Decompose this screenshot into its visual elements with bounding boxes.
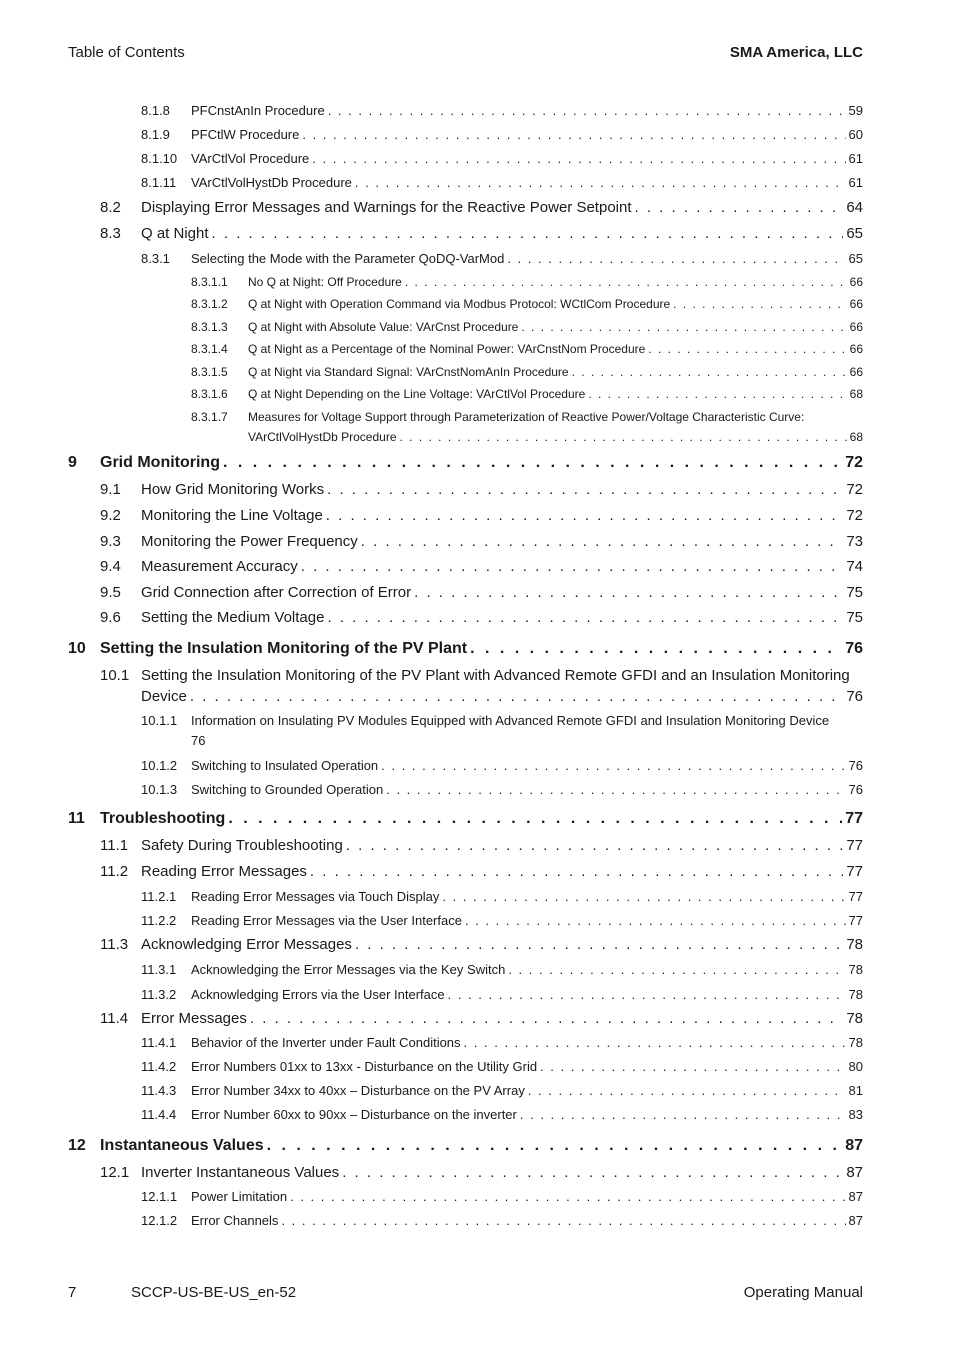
toc-entry-page: 76 <box>848 782 863 797</box>
toc-entry-number: 11.4.3 <box>141 1083 177 1098</box>
toc-entry-title: Monitoring the Power Frequency <box>141 533 358 550</box>
toc-entry-title: Safety During Troubleshooting <box>141 837 343 854</box>
toc-leader-dots <box>310 863 843 880</box>
toc-leader-dots <box>381 758 845 773</box>
toc-entry-number: 12.1 <box>100 1164 130 1181</box>
toc-entry-title: Q at Night as a Percentage of the Nominal Power: VArCnstNom Procedure <box>248 342 646 356</box>
toc-entry[interactable] <box>141 987 863 1002</box>
toc-entry[interactable] <box>141 889 863 904</box>
toc-entry-continuation[interactable] <box>248 430 863 444</box>
toc-entry-title: Reading Error Messages via the User Interface <box>191 913 462 928</box>
toc-entry-page: 65 <box>846 225 863 242</box>
toc-entry-title: Q at Night via Standard Signal: VArCnstNomAnIn Procedure <box>248 365 569 379</box>
toc-entry-number: 11 <box>68 810 85 827</box>
toc-leader-dots <box>228 810 842 828</box>
toc-entry-title: PFCtlW Procedure <box>191 127 300 142</box>
toc-entry-page: 59 <box>848 103 863 118</box>
toc-entry-title: Q at Night with Absolute Value: VArCnst Procedure <box>248 320 519 334</box>
toc-leader-dots <box>520 1107 846 1122</box>
toc-entry-title: Setting the Medium Voltage <box>141 609 325 626</box>
toc-entry-title: Q at Night Depending on the Line Voltage: VArCtlVol Procedure <box>248 387 586 401</box>
toc-leader-dots <box>508 962 845 977</box>
toc-entry-title: Acknowledging Errors via the User Interface <box>191 987 445 1002</box>
toc-entry[interactable] <box>141 1035 863 1050</box>
footer-doc-type: Operating Manual <box>743 1284 863 1301</box>
toc-entry-page: 87 <box>848 1189 863 1204</box>
toc-entry-page: 66 <box>849 297 863 311</box>
toc-entry-continuation[interactable] <box>141 688 863 705</box>
toc-entry-page: 61 <box>848 151 863 166</box>
toc-leader-dots <box>312 151 845 166</box>
toc-leader-dots <box>521 320 846 334</box>
toc-entry-number: 9.5 <box>100 584 121 601</box>
toc-entry-page: 83 <box>848 1107 863 1122</box>
toc-leader-dots <box>355 175 846 190</box>
toc-leader-dots <box>223 454 842 472</box>
toc-entry-page: 78 <box>846 936 863 953</box>
toc-entry-number: 11.3.2 <box>141 987 177 1002</box>
toc-entry-number: 11.4.2 <box>141 1059 177 1074</box>
toc-entry[interactable] <box>100 225 863 242</box>
toc-entry-page: 78 <box>848 1035 863 1050</box>
toc-entry-title: Error Number 34xx to 40xx – Disturbance on the PV Array <box>191 1083 525 1098</box>
toc-entry-page: 68 <box>849 387 863 401</box>
toc-leader-dots <box>301 558 844 575</box>
toc-leader-dots <box>635 199 844 216</box>
toc-leader-dots <box>528 1083 846 1098</box>
toc-entry[interactable] <box>100 609 863 626</box>
toc-entry-title: Information on Insulating PV Modules Equipped with Advanced Remote GFDI and Insulation Monitoring Device <box>191 713 830 728</box>
toc-entry-number: 12.1.1 <box>141 1189 178 1204</box>
toc-entry-title: Grid Connection after Correction of Error <box>141 584 412 601</box>
toc-entry[interactable] <box>191 365 863 379</box>
toc-entry-page: 77 <box>846 837 863 854</box>
toc-entry-number: 11.4 <box>100 1010 129 1027</box>
toc-entry-title: Error Number 60xx to 90xx – Disturbance on the inverter <box>191 1107 517 1122</box>
toc-entry[interactable] <box>100 481 863 498</box>
toc-entry[interactable] <box>100 1164 863 1181</box>
toc-entry-title: VArCtlVolHystDb Procedure <box>191 175 352 190</box>
toc-entry[interactable] <box>100 199 863 216</box>
toc-entry-page: 72 <box>846 507 863 524</box>
toc-entry[interactable] <box>68 640 863 658</box>
toc-entry[interactable] <box>141 913 863 928</box>
toc-entry-page: 68 <box>849 430 863 444</box>
toc-entry-number: 11.3 <box>100 936 129 953</box>
toc-entry-number: 8.3.1.6 <box>191 387 228 401</box>
toc-entry-page: 64 <box>846 199 863 216</box>
toc-leader-dots <box>673 297 846 311</box>
toc-entry-number: 11.4.1 <box>141 1035 177 1050</box>
toc-leader-dots <box>346 837 844 854</box>
toc-entry[interactable] <box>141 782 863 797</box>
toc-entry-page: 80 <box>848 1059 863 1074</box>
toc-leader-dots <box>442 889 845 904</box>
toc-entry[interactable] <box>100 936 863 953</box>
toc-entry[interactable] <box>141 151 863 166</box>
toc-leader-dots <box>465 913 846 928</box>
footer-page-number: 7 <box>68 1284 77 1301</box>
toc-entry-page: 75 <box>846 584 863 601</box>
toc-entry-number: 8.3.1.3 <box>191 320 228 334</box>
toc-entry-title: Q at Night with Operation Command via Modbus Protocol: WCtlCom Procedure <box>248 297 671 311</box>
toc-leader-dots <box>190 688 843 705</box>
toc-entry-number: 11.3.1 <box>141 962 177 977</box>
toc-entry[interactable] <box>141 175 863 190</box>
toc-entry-title: Behavior of the Inverter under Fault Conditions <box>191 1035 461 1050</box>
toc-leader-dots <box>281 1213 845 1228</box>
toc-entry-number: 10.1.1 <box>141 713 178 728</box>
toc-entry[interactable] <box>141 758 863 773</box>
toc-leader-dots <box>326 507 844 524</box>
toc-leader-dots <box>464 1035 846 1050</box>
toc-entry-number: 8.3 <box>100 225 121 242</box>
toc-leader-dots <box>361 533 844 550</box>
toc-entry[interactable] <box>100 584 863 601</box>
toc-entry-page: 87 <box>848 1213 863 1228</box>
toc-entry-page: 87 <box>845 1137 863 1154</box>
toc-entry-page: 87 <box>846 1164 863 1181</box>
toc-entry-title: Acknowledging Error Messages <box>141 936 352 953</box>
toc-entry-title: Error Messages <box>141 1010 247 1027</box>
toc-entry-title: Monitoring the Line Voltage <box>141 507 323 524</box>
toc-entry[interactable] <box>100 533 863 550</box>
toc-entry-number: 12 <box>68 1137 86 1154</box>
toc-entry-title: Switching to Grounded Operation <box>191 782 384 797</box>
toc-entry[interactable] <box>191 320 863 334</box>
toc-entry-title-continued: 76 <box>191 733 206 748</box>
toc-entry-title: Inverter Instantaneous Values <box>141 1164 340 1181</box>
toc-entry[interactable] <box>191 342 863 356</box>
toc-entry-page: 61 <box>848 175 863 190</box>
footer-doc-id: SCCP-US-BE-US_en-52 <box>131 1284 297 1301</box>
toc-entry-number: 10.1 <box>100 667 130 684</box>
toc-entry-title: Error Numbers 01xx to 13xx - Disturbance on the Utility Grid <box>191 1059 538 1074</box>
toc-entry-number: 9.6 <box>100 609 121 626</box>
toc-entry-number: 11.2.1 <box>141 889 177 904</box>
toc-leader-dots <box>328 103 846 118</box>
toc-entry[interactable] <box>141 103 863 118</box>
toc-entry-title: Error Channels <box>191 1213 279 1228</box>
toc-entry-number: 9.1 <box>100 481 121 498</box>
toc-leader-dots <box>572 365 847 379</box>
toc-entry-number: 8.3.1.4 <box>191 342 228 356</box>
toc-entry-page: 60 <box>848 127 863 142</box>
toc-entry[interactable] <box>141 713 863 728</box>
toc-leader-dots <box>448 987 846 1002</box>
toc-entry[interactable] <box>141 962 863 977</box>
toc-entry-page: 77 <box>846 863 863 880</box>
toc-entry-number: 11.2 <box>100 863 129 880</box>
toc-entry-title: Acknowledging the Error Messages via the Key Switch <box>191 962 506 977</box>
toc-entry-page: 77 <box>848 913 863 928</box>
toc-entry-number: 8.3.1 <box>141 251 170 266</box>
toc-entry-number: 8.3.1.5 <box>191 365 228 379</box>
toc-entry-page: 76 <box>845 640 863 657</box>
toc-entry-title: Reading Error Messages via Touch Display <box>191 889 440 904</box>
toc-entry-title: Reading Error Messages <box>141 863 307 880</box>
toc-leader-dots <box>588 387 846 401</box>
toc-leader-dots <box>327 609 843 626</box>
toc-entry-number: 9.2 <box>100 507 121 524</box>
toc-entry-title: Troubleshooting <box>100 810 226 827</box>
toc-entry-title: PFCnstAnIn Procedure <box>191 103 325 118</box>
toc-entry-page: 66 <box>849 275 863 289</box>
toc-entry-continuation[interactable] <box>191 733 863 748</box>
toc-leader-dots <box>386 782 845 797</box>
toc-leader-dots <box>400 430 847 444</box>
toc-entry-page: 73 <box>846 533 863 550</box>
toc-leader-dots <box>414 584 843 601</box>
toc-leader-dots <box>648 342 846 356</box>
toc-entry[interactable] <box>141 1213 863 1228</box>
toc-entry[interactable] <box>191 410 863 424</box>
toc-leader-dots <box>355 936 843 953</box>
toc-entry[interactable] <box>141 127 863 142</box>
toc-entry-number: 11.2.2 <box>141 913 177 928</box>
toc-entry-number: 12.1.2 <box>141 1213 178 1228</box>
toc-entry-title: Setting the Insulation Monitoring of the PV Plant with Advanced Remote GFDI and an Insulation Monitoring <box>141 667 850 684</box>
toc-entry-title: Measurement Accuracy <box>141 558 298 575</box>
toc-entry[interactable] <box>100 863 863 880</box>
toc-entry[interactable] <box>141 1107 863 1122</box>
toc-entry-number: 8.3.1.2 <box>191 297 228 311</box>
toc-entry-title: Switching to Insulated Operation <box>191 758 379 773</box>
toc-entry-page: 78 <box>848 987 863 1002</box>
toc-entry-title: Grid Monitoring <box>100 454 220 471</box>
toc-entry-title-continued: VArCtlVolHystDb Procedure <box>248 430 397 444</box>
toc-entry[interactable] <box>141 251 863 266</box>
toc-leader-dots <box>342 1164 843 1181</box>
toc-entry[interactable] <box>68 810 863 828</box>
toc-entry-title: Q at Night <box>141 225 209 242</box>
toc-entry-page: 77 <box>848 889 863 904</box>
toc-leader-dots <box>507 251 845 266</box>
header-section-title: Table of Contents <box>68 44 185 61</box>
toc-leader-dots <box>470 640 842 658</box>
toc-entry-number: 10.1.2 <box>141 758 178 773</box>
toc-entry-number: 10 <box>68 640 86 657</box>
toc-entry[interactable] <box>100 507 863 524</box>
toc-entry-number: 8.1.9 <box>141 127 170 142</box>
toc-entry[interactable] <box>141 1083 863 1098</box>
toc-entry[interactable] <box>141 1059 863 1074</box>
toc-entry-page: 66 <box>849 342 863 356</box>
toc-entry-page: 78 <box>846 1010 863 1027</box>
toc-entry-title: VArCtlVol Procedure <box>191 151 310 166</box>
toc-entry-number: 11.1 <box>100 837 129 854</box>
toc-entry-page: 66 <box>849 320 863 334</box>
toc-entry-page: 75 <box>846 609 863 626</box>
toc-entry[interactable] <box>68 1137 863 1155</box>
toc-entry-title: Displaying Error Messages and Warnings for the Reactive Power Setpoint <box>141 199 632 216</box>
toc-entry-number: 8.1.8 <box>141 103 170 118</box>
toc-entry-number: 11.4.4 <box>141 1107 177 1122</box>
toc-entry-page: 76 <box>848 758 863 773</box>
toc-entry[interactable] <box>141 1189 863 1204</box>
toc-entry[interactable] <box>100 1010 863 1027</box>
toc-entry-number: 8.3.1.7 <box>191 410 228 424</box>
toc-entry-page: 74 <box>846 558 863 575</box>
toc-entry-number: 9.4 <box>100 558 121 575</box>
toc-entry[interactable] <box>191 297 863 311</box>
toc-entry-title-continued: Device <box>141 688 187 705</box>
toc-entry[interactable] <box>100 558 863 575</box>
toc-entry[interactable] <box>191 387 863 401</box>
toc-entry-number: 8.2 <box>100 199 121 216</box>
toc-entry[interactable] <box>100 837 863 854</box>
toc-entry[interactable] <box>68 454 863 472</box>
toc-entry-page: 78 <box>848 962 863 977</box>
toc-entry-number: 10.1.3 <box>141 782 178 797</box>
toc-entry-title: Selecting the Mode with the Parameter QoDQ-VarMod <box>191 251 505 266</box>
toc-entry-page: 81 <box>848 1083 863 1098</box>
toc-leader-dots <box>267 1137 843 1155</box>
toc-entry-title: No Q at Night: Off Procedure <box>248 275 402 289</box>
header-company: SMA America, LLC <box>729 44 863 61</box>
toc-leader-dots <box>250 1010 843 1027</box>
toc-entry-title: How Grid Monitoring Works <box>141 481 325 498</box>
toc-leader-dots <box>302 127 845 142</box>
toc-entry-number: 9.3 <box>100 533 121 550</box>
toc-leader-dots <box>540 1059 845 1074</box>
toc-entry-page: 72 <box>846 481 863 498</box>
toc-entry-title: Setting the Insulation Monitoring of the PV Plant <box>100 640 468 657</box>
toc-leader-dots <box>290 1189 845 1204</box>
toc-entry-title: Instantaneous Values <box>100 1137 264 1154</box>
toc-entry-title: Power Limitation <box>191 1189 288 1204</box>
toc-leader-dots <box>212 225 844 242</box>
toc-leader-dots <box>327 481 843 498</box>
toc-entry[interactable] <box>191 275 863 289</box>
toc-leader-dots <box>405 275 847 289</box>
toc-entry-number: 8.1.10 <box>141 151 178 166</box>
toc-entry-page: 65 <box>848 251 863 266</box>
toc-entry-number: 8.1.11 <box>141 175 177 190</box>
toc-entry-page: 72 <box>845 454 863 471</box>
toc-entry-page: 77 <box>845 810 863 827</box>
toc-entry-page: 66 <box>849 365 863 379</box>
toc-entry-title: Measures for Voltage Support through Parameterization of Reactive Power/Voltage Characteristic Curve: <box>248 410 805 424</box>
toc-entry-number: 9 <box>68 454 77 471</box>
toc-entry-number: 8.3.1.1 <box>191 275 228 289</box>
toc-entry[interactable] <box>100 667 863 684</box>
toc-entry-page: 76 <box>846 688 863 705</box>
